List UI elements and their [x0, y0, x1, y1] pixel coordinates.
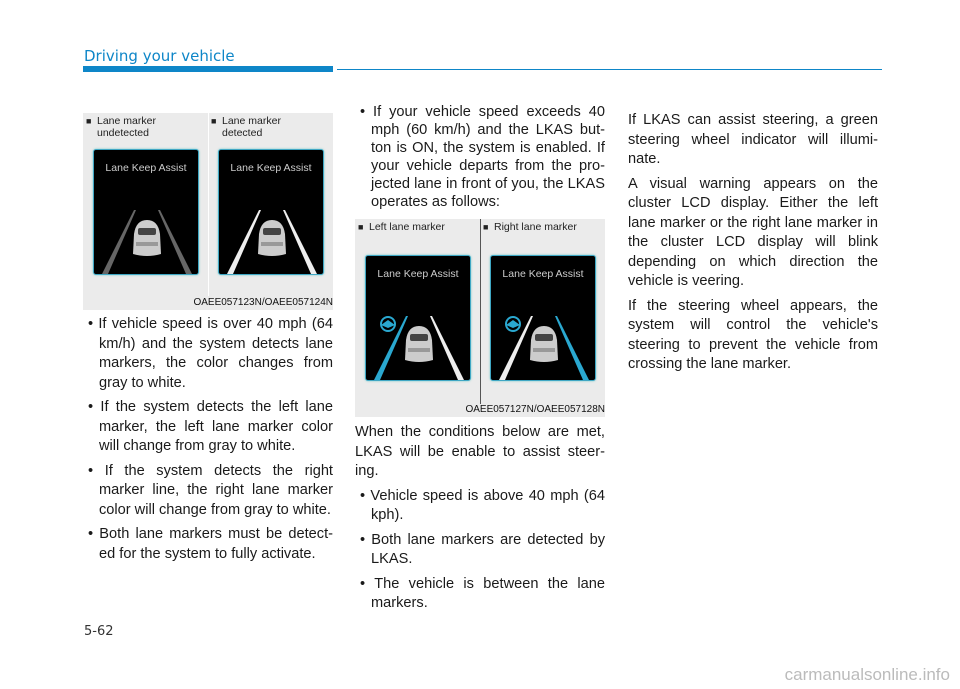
- figure-code: OAEE057127N/OAEE057128N: [465, 404, 605, 415]
- header-bar: [83, 66, 333, 72]
- bullet: • The vehicle is between the lane markers.: [360, 575, 605, 611]
- section-header: Driving your vehicle: [84, 47, 235, 65]
- paragraph: When the conditions below are met, LKAS will be enable to assist steer-ing.: [355, 424, 605, 479]
- header-rule: [337, 69, 882, 70]
- lane-car-image: [94, 150, 199, 275]
- screen-title: Lane Keep Assist: [502, 268, 584, 280]
- bullet: • Both lane markers must be detect-ed for the system to fully activate.: [88, 526, 333, 562]
- right-lane-marker: [430, 316, 464, 380]
- figure-code: OAEE057123N/OAEE057124N: [193, 297, 333, 308]
- page-number: 5-62: [84, 624, 114, 639]
- column-2-bottom: [355, 423, 605, 619]
- steering-wheel-icon: [381, 317, 395, 331]
- caption-detected: ■ Lane marker detected: [222, 115, 292, 139]
- left-lane-marker: [102, 210, 136, 274]
- bullet: • If vehicle speed is over 40 mph (64 km/h) and the system detects lane markers, the color changes from gray to white.: [88, 316, 333, 391]
- lane-car-image: [219, 150, 324, 275]
- column-1: [83, 315, 333, 569]
- car-icon: [405, 326, 433, 362]
- figure-lane-departure: [355, 219, 605, 417]
- caption-left-lane: ■ Left lane marker: [369, 221, 445, 233]
- lka-screen-undetected: [93, 149, 199, 275]
- figure-lane-marker-detection: [83, 113, 333, 310]
- caption-undetected: ■ Lane marker undetected: [97, 115, 167, 139]
- bullet: • Both lane markers are detected by LKAS.: [360, 531, 605, 567]
- right-lane-marker: [158, 210, 192, 274]
- paragraph: If LKAS can assist steering, a green steering wheel indicator will illumi-nate.: [628, 112, 878, 167]
- watermark: carmanualsonline.info: [784, 665, 950, 684]
- left-lane-marker: [227, 210, 261, 274]
- right-lane-marker: [555, 316, 589, 380]
- paragraph: If the steering wheel appears, the system will control the vehicle's steering to prevent the vehicle from crossing the lane marker.: [628, 297, 878, 372]
- screen-title: Lane Keep Assist: [377, 268, 459, 280]
- column-2-top: [355, 103, 605, 211]
- bullet: • Vehicle speed is above 40 mph (64 kph).: [360, 487, 605, 523]
- car-icon: [530, 326, 558, 362]
- lane-car-image: [491, 256, 596, 381]
- figure-divider: [208, 113, 209, 296]
- car-icon: [133, 220, 161, 256]
- lka-screen-right: [490, 255, 596, 381]
- figure-divider: [480, 219, 481, 404]
- screen-title: Lane Keep Assist: [230, 162, 312, 174]
- paragraph: A visual warning appears on the cluster LCD display. Either the left lane marker or the right lane marker in the cluster LCD display will blink depending on which direction the vehicle is veering.: [628, 175, 878, 289]
- steering-wheel-icon: [506, 317, 520, 331]
- lane-car-image: [366, 256, 471, 381]
- bullet: • If your vehicle speed exceeds 40 mph (60 km/h) and the LKAS but-ton is ON, the system is enabled. If your vehicle departs from the pro-jected lane in front of you, the LKAS operates as follows:: [360, 104, 605, 210]
- lka-screen-left: [365, 255, 471, 381]
- bullet: • If the system detects the right marker line, the right lane marker color will change from gray to white.: [88, 462, 333, 518]
- bullet: • If the system detects the left lane marker, the left lane marker color will change from gray to white.: [88, 399, 334, 454]
- column-3: [628, 111, 878, 380]
- caption-right-lane: ■ Right lane marker: [494, 221, 577, 233]
- screen-title: Lane Keep Assist: [105, 162, 187, 174]
- car-icon: [258, 220, 286, 256]
- right-lane-marker: [283, 210, 317, 274]
- lka-screen-detected: [218, 149, 324, 275]
